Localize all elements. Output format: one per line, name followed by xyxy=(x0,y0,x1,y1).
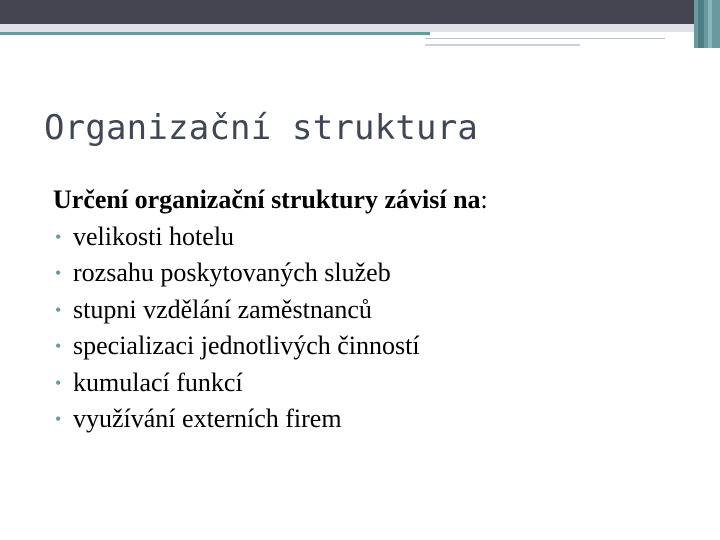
bullet-dot-icon: • xyxy=(55,263,62,283)
header-thin-line xyxy=(425,38,665,39)
list-item xyxy=(53,292,693,329)
list-item-text: rozsahu poskytovaných služeb xyxy=(73,258,391,287)
lead-sentence xyxy=(53,182,693,219)
list-item xyxy=(53,219,693,256)
list-item-text: specializaci jednotlivých činností xyxy=(73,331,420,360)
bullet-dot-icon: • xyxy=(55,336,62,356)
bullet-dot-icon: • xyxy=(55,409,62,429)
slide-content xyxy=(53,182,693,438)
bullet-dot-icon: • xyxy=(55,372,62,393)
lead-colon: : xyxy=(480,185,488,214)
list-item-text: stupni vzdělání zaměstnanců xyxy=(73,294,372,324)
list-item xyxy=(53,365,693,402)
header-light-band xyxy=(0,24,720,32)
lead-bold-text: Určení organizační struktury závisí na xyxy=(53,185,481,214)
list-item-text: velikosti hotelu xyxy=(73,221,235,251)
header-accent-stripe xyxy=(698,0,704,48)
header-teal-line xyxy=(0,32,430,35)
header-thin-line-secondary xyxy=(425,44,580,46)
header-accent-stripe-light xyxy=(708,0,712,48)
slide-title: Organizační struktura xyxy=(44,108,479,148)
list-item-text: využívání externích firem xyxy=(73,404,342,433)
bullet-dot-icon: • xyxy=(55,299,62,320)
bullet-list xyxy=(53,219,693,438)
list-item xyxy=(53,255,693,292)
list-item xyxy=(53,328,693,365)
list-item xyxy=(53,401,693,438)
header-dark-band xyxy=(0,0,720,24)
list-item-text: kumulací funkcí xyxy=(73,367,243,397)
bullet-dot-icon: • xyxy=(55,226,62,247)
